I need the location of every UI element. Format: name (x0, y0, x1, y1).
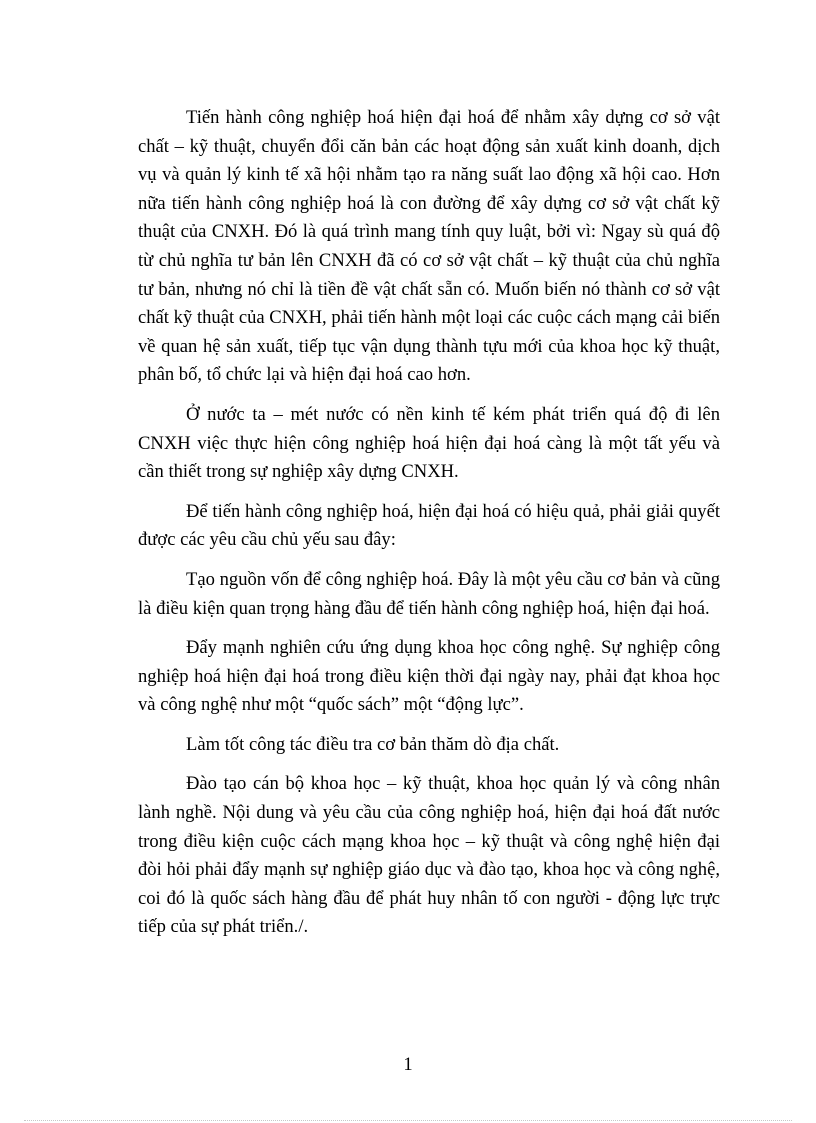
paragraph-5: Đẩy mạnh nghiên cứu ứng dụng khoa học công nghệ. Sự nghiệp công nghiệp hoá hiện đại hoá trong điều kiện thời đại ngày nay, phải đạt khoa học và công nghệ như một “quốc sách” một “động lực”. (138, 637, 720, 716)
paragraph-4: Tạo nguồn vốn để công nghiệp hoá. Đây là một yêu cầu cơ bản và cũng là điều kiện quan trọng hàng đầu để tiến hành công nghiệp hoá, hiện đại hoá. (138, 568, 720, 619)
page-bottom-divider (24, 1120, 792, 1121)
page-number: 1 (403, 1054, 413, 1075)
paragraph-7: Đào tạo cán bộ khoa học – kỹ thuật, khoa học quản lý và công nhân lành nghề. Nội dung và yêu cầu của công nghiệp hoá, hiện đại hoá đất nước trong điều kiện cuộc cách mạng khoa học – kỹ thuật và công nghệ hiện đại đòi hỏi phải đẩy mạnh sự nghiệp giáo dục và đào tạo, khoa học và công nghệ, coi đó là quốc sách hàng đầu để phát huy nhân tố con người - động lực trực tiếp của sự phát triển./. (138, 773, 720, 938)
paragraph-1: Tiến hành công nghiệp hoá hiện đại hoá để nhằm xây dựng cơ sở vật chất – kỹ thuật, chuyển đổi căn bản các hoạt động sản xuất kinh doanh, dịch vụ và quản lý kinh tế xã hội nhằm tạo ra năng suất lao động xã hội cao. Hơn nữa tiến hành công nghiệp hoá là con đường để xây dựng cơ sở vật chất kỹ thuật của CNXH. Đó là quá trình mang tính quy luật, bởi vì: Ngay sù quá độ từ chủ nghĩa tư bản lên CNXH đã có cơ sở vật chất – kỹ thuật của chủ nghĩa tư bản, nhưng nó chỉ là tiền đề vật chất sẵn có. Muốn biến nó thành cơ sở vật chất kỹ thuật của CNXH, phải tiến hành một loại các cuộc cách mạng cải biến về quan hệ sản xuất, tiếp tục vận dụng thành tựu mới của khoa học kỹ thuật, phân bố, tổ chức lại và hiện đại hoá cao hơn. (138, 107, 720, 386)
document-body (138, 104, 720, 953)
paragraph-3: Để tiến hành công nghiệp hoá, hiện đại hoá có hiệu quả, phải giải quyết được các yêu cầu chủ yếu sau đây: (138, 500, 720, 551)
paragraph-2: Ở nước ta – mét nước có nền kinh tế kém phát triển quá độ đi lên CNXH việc thực hiện công nghiệp hoá hiện đại hoá càng là một tất yếu và cần thiết trong sự nghiệp xây dựng CNXH. (138, 403, 720, 483)
paragraph-6: Làm tốt công tác điều tra cơ bản thăm dò địa chất. (186, 733, 560, 755)
